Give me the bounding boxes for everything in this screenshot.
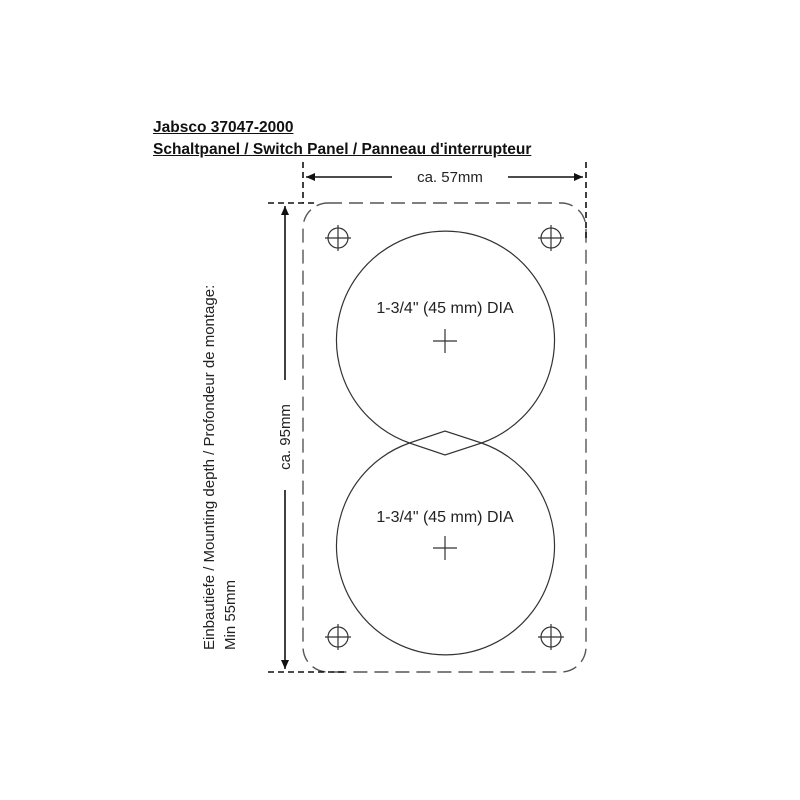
mounting-hole-top-left xyxy=(325,225,351,251)
bottom-center-cross xyxy=(433,536,457,560)
mounting-depth-note xyxy=(201,285,239,650)
top-cutout-label: 1-3/4" (45 mm) DIA xyxy=(376,300,514,317)
panel-subtitle: Schaltpanel / Switch Panel / Panneau d'interrupteur xyxy=(153,141,532,158)
mounting-hole-bottom-left xyxy=(325,624,351,650)
panel-outline xyxy=(303,203,586,672)
mounting-depth-line1: Einbautiefe / Mounting depth / Profondeur de montage: xyxy=(201,284,218,650)
bottom-cutout-label: 1-3/4" (45 mm) DIA xyxy=(376,509,514,526)
height-dimension-label: ca. 95mm xyxy=(277,404,294,470)
mounting-hole-bottom-right xyxy=(538,624,564,650)
top-center-cross xyxy=(433,329,457,353)
mounting-depth-line2: Min 55mm xyxy=(222,579,239,650)
double-circle-cutout xyxy=(337,231,555,655)
width-dimension-label: ca. 57mm xyxy=(417,169,483,186)
mounting-hole-top-right xyxy=(538,225,564,251)
product-title: Jabsco 37047-2000 xyxy=(153,119,294,136)
